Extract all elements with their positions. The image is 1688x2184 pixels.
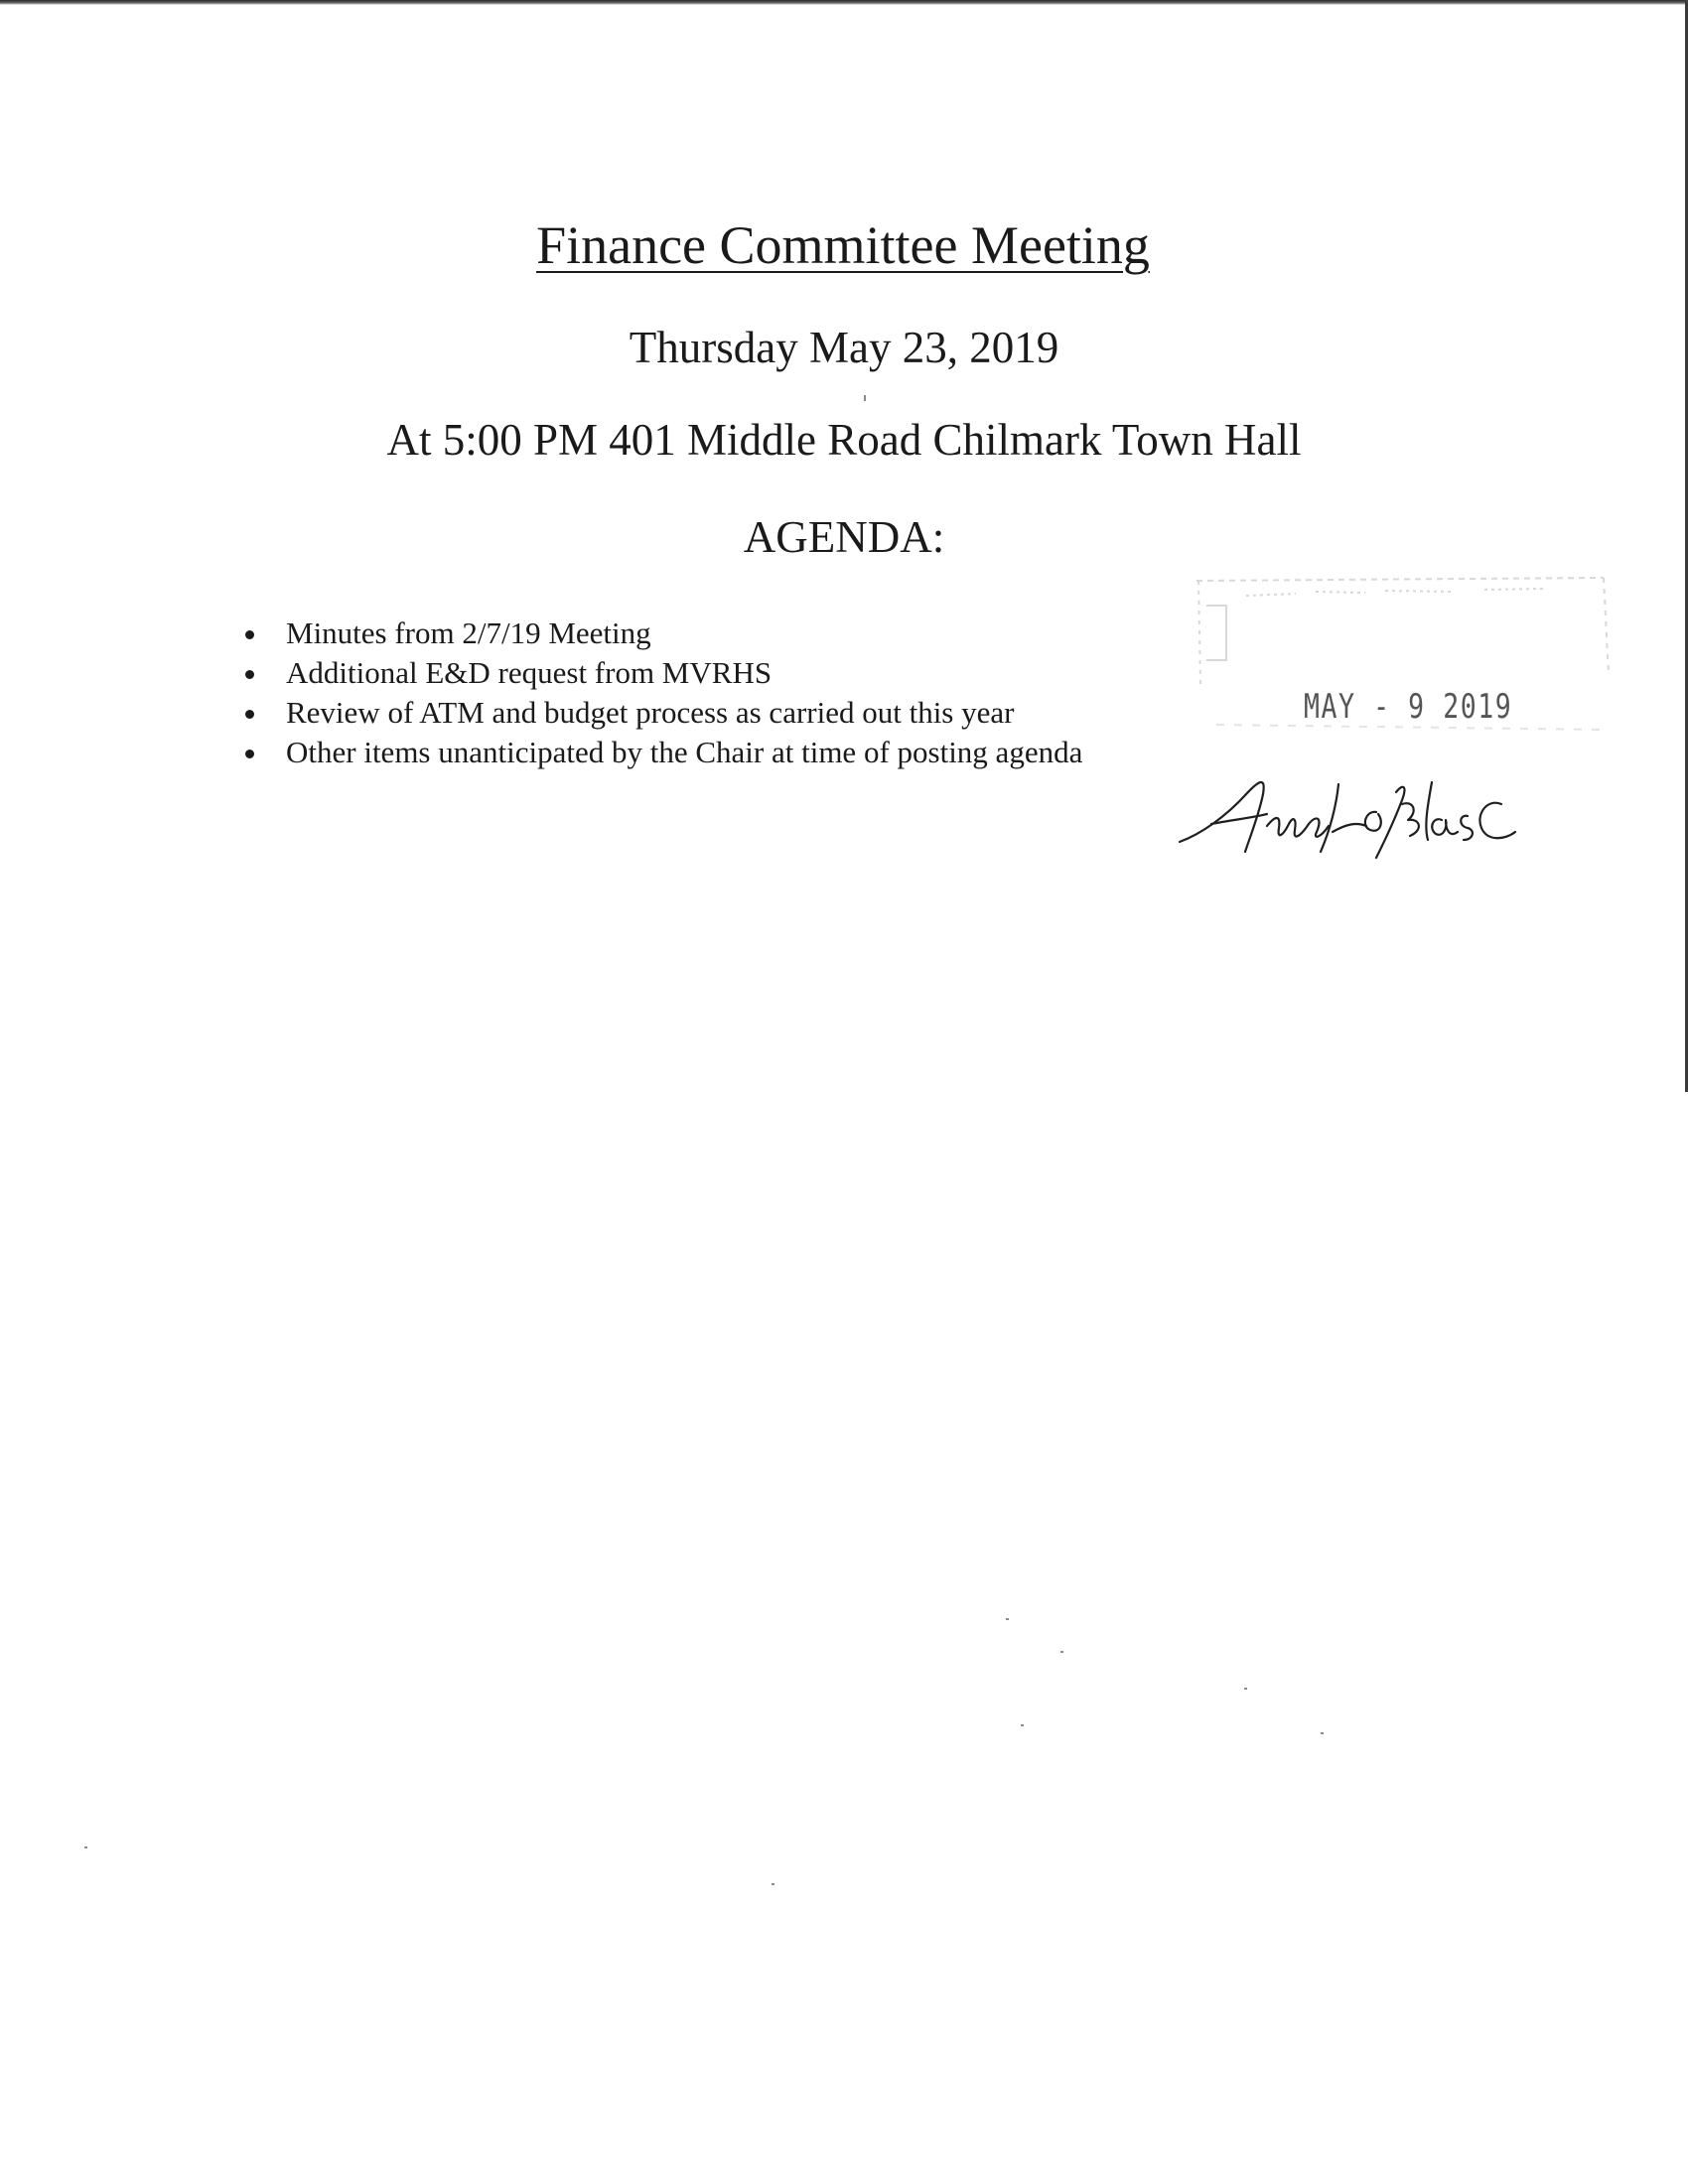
agenda-item: Minutes from 2/7/19 Meeting (243, 614, 1082, 653)
stamp-faded-outline (1187, 566, 1614, 764)
scan-speck (772, 1883, 774, 1885)
scan-speck (1021, 1724, 1024, 1726)
scan-speck (864, 395, 866, 401)
agenda-item: Additional E&D request from MVRHS (243, 653, 1082, 693)
agenda-item: Review of ATM and budget process as carried out this year (243, 693, 1082, 733)
document-title-text: Finance Committee Meeting (536, 215, 1150, 275)
scan-speck (1244, 1688, 1247, 1690)
document-title (0, 213, 1688, 277)
scan-speck (1060, 1651, 1063, 1653)
scan-speck (84, 1846, 87, 1848)
scan-speck (1006, 1618, 1009, 1620)
agenda-heading: AGENDA: (743, 512, 945, 562)
scan-speck (1321, 1732, 1324, 1734)
scan-edge-top (0, 0, 1688, 5)
clerk-signature (1172, 754, 1589, 884)
stamp-received-date: MAY - 9 2019 (1304, 687, 1513, 727)
agenda-item: Other items unanticipated by the Chair at time of posting agenda (243, 733, 1082, 772)
meeting-location: At 5:00 PM 401 Middle Road Chilmark Town Hall (386, 415, 1302, 465)
agenda-list (243, 614, 1082, 772)
meeting-date: Thursday May 23, 2019 (629, 323, 1059, 372)
received-stamp (1187, 566, 1614, 764)
